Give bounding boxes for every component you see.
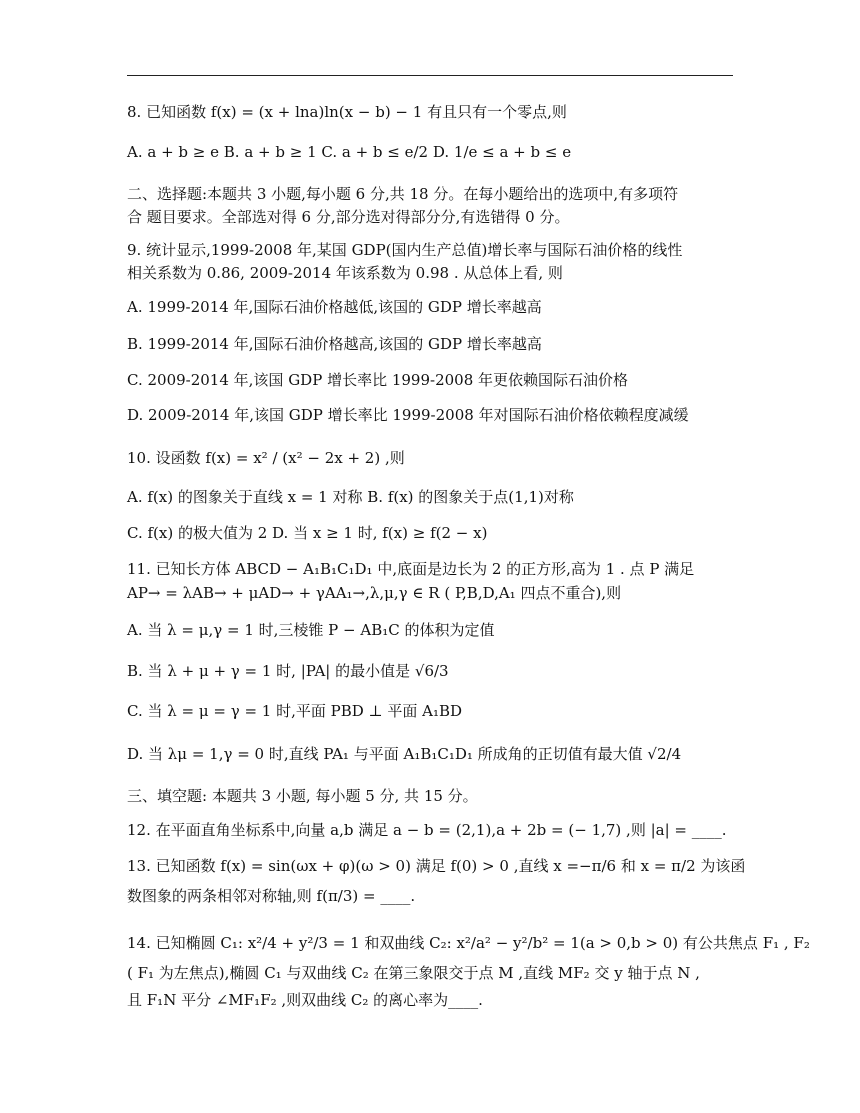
section3-heading: 三、填空题: 本题共 3 小题, 每小题 5 分, 共 15 分。 <box>127 787 478 805</box>
q11-option-d: D. 当 λμ = 1,γ = 0 时,直线 PA₁ 与平面 A₁B₁C₁D₁ 所成角的正切值有最大值 √2/4 <box>127 745 682 763</box>
q9-option-b: B. 1999-2014 年,国际石油价格越高,该国的 GDP 增长率越高 <box>127 335 542 353</box>
q8-stem: 8. 已知函数 f(x) = (x + lna)ln(x − b) − 1 有且只有一个零点,则 <box>127 103 567 121</box>
q14-stem-cont: ( F₁ 为左焦点),椭圆 C₁ 与双曲线 C₂ 在第三象限交于点 M ,直线 MF₂ 交 y 轴于点 N , <box>127 964 700 982</box>
q11-option-c: C. 当 λ = μ = γ = 1 时,平面 PBD ⊥ 平面 A₁BD <box>127 702 463 720</box>
q11-option-b: B. 当 λ + μ + γ = 1 时, |PA| 的最小值是 √6/3 <box>127 662 449 680</box>
q11-option-a: A. 当 λ = μ,γ = 1 时,三棱锥 P − AB₁C 的体积为定值 <box>127 621 495 639</box>
q14-stem-cont2: 且 F₁N 平分 ∠MF₁F₂ ,则双曲线 C₂ 的离心率为____. <box>127 991 483 1009</box>
q13-stem-cont: 数图象的两条相邻对称轴,则 f(π/3) = ____. <box>127 887 416 905</box>
q13-stem: 13. 已知函数 f(x) = sin(ωx + φ)(ω > 0) 满足 f(0) > 0 ,直线 x =−π/6 和 x = π/2 为该函 <box>127 857 746 875</box>
section2-heading: 二、选择题:本题共 3 小题,每小题 6 分,共 18 分。在每小题给出的选项中,有多项符 <box>127 185 679 203</box>
q9-option-a: A. 1999-2014 年,国际石油价格越低,该国的 GDP 增长率越高 <box>127 298 542 316</box>
q9-option-c: C. 2009-2014 年,该国 GDP 增长率比 1999-2008 年更依赖国际石油价格 <box>127 371 629 389</box>
q11-stem: 11. 已知长方体 ABCD − A₁B₁C₁D₁ 中,底面是边长为 2 的正方形,高为 1 . 点 P 满足 <box>127 560 695 578</box>
q12-stem: 12. 在平面直角坐标系中,向量 a,b 满足 a − b = (2,1),a + 2b = (− 1,7) ,则 |a| = ____. <box>127 821 727 839</box>
header-rule <box>127 75 733 76</box>
q9-stem: 9. 统计显示,1999-2008 年,某国 GDP(国内生产总值)增长率与国际石油价格的线性 <box>127 241 683 259</box>
q10-options-ab: A. f(x) 的图象关于直线 x = 1 对称 B. f(x) 的图象关于点(1,1)对称 <box>127 488 574 506</box>
q9-stem-cont: 相关系数为 0.86, 2009-2014 年该系数为 0.98 . 从总体上看, 则 <box>127 264 563 282</box>
q11-stem-cont: AP→ = λAB→ + μAD→ + γAA₁→,λ,μ,γ ∈ R ( P,B,D,A₁ 四点不重合),则 <box>127 584 622 602</box>
section2-heading-cont: 合 题目要求。全部选对得 6 分,部分选对得部分分,有选错得 0 分。 <box>127 208 570 226</box>
q14-stem: 14. 已知椭圆 C₁: x²/4 + y²/3 = 1 和双曲线 C₂: x²/a² − y²/b² = 1(a > 0,b > 0) 有公共焦点 F₁ , F₂ <box>127 934 810 952</box>
q9-option-d: D. 2009-2014 年,该国 GDP 增长率比 1999-2008 年对国际石油价格依赖程度减缓 <box>127 406 689 424</box>
q8-options: A. a + b ≥ e B. a + b ≥ 1 C. a + b ≤ e/2 D. 1/e ≤ a + b ≤ e <box>127 143 572 161</box>
q10-stem: 10. 设函数 f(x) = x² / (x² − 2x + 2) ,则 <box>127 449 405 467</box>
q10-options-cd: C. f(x) 的极大值为 2 D. 当 x ≥ 1 时, f(x) ≥ f(2 − x) <box>127 524 488 542</box>
